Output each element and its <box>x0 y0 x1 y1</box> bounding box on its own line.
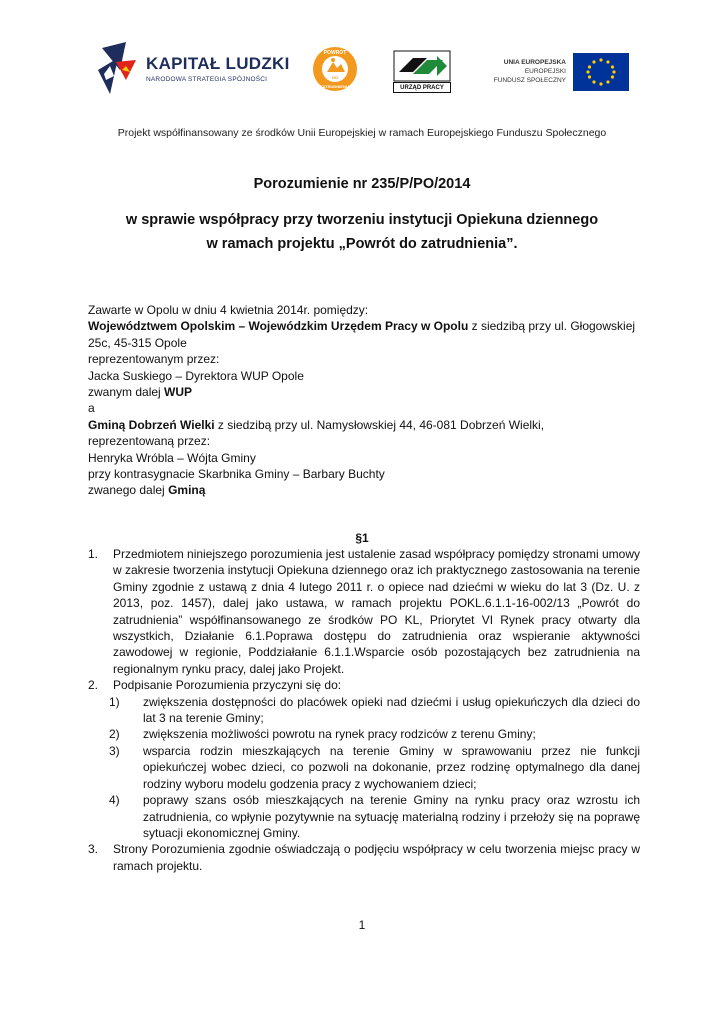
gmina-countersign: przy kontrasygnacie Skarbnika Gminy – Barbary Buchty <box>88 467 385 482</box>
item-number: 1. <box>88 547 99 561</box>
document-subtitle-line-2: w ramach projektu „Powrót do zatrudnienia”. <box>206 236 518 252</box>
gmina-address: z siedzibą przy ul. Namysłowskiej 44, 46-081 Dobrzeń Wielki, <box>214 417 545 432</box>
powrot-do-zatrudnienia-logo <box>312 46 358 92</box>
sub-item-number: 2) <box>109 727 120 742</box>
wup-called-line <box>88 384 640 400</box>
sub-list-item <box>88 726 640 742</box>
gmina-line <box>88 417 640 433</box>
section-1-heading: §1 <box>355 531 369 545</box>
gmina-called-prefix: zwanego dalej <box>88 483 169 498</box>
wup-line <box>88 318 640 334</box>
sub-item-text: poprawy szans osób mieszkających na terenie Gminy na rynku pracy oraz wzrostu ich zatrudnienia, co wpłynie pozytywnie na sytuację materialną rodziny i przełoży się na poprawę sytuacji ekonomicznej Gminy. <box>143 793 640 840</box>
wup-represented-by: reprezentowanym przez: <box>88 352 220 367</box>
powrot-top-text: POWRÓT <box>323 50 347 56</box>
intro-line: Zawarte w Opolu w dniu 4 kwietnia 2014r. pomiędzy: <box>88 303 369 317</box>
header-logos <box>0 40 724 100</box>
wup-called-name: WUP <box>164 385 193 400</box>
item-text: Przedmiotem niniejszego porozumienia jest ustalenie zasad współpracy pomiędzy stronami umowy w zakresie tworzenia instytucji Opiekuna dziennego oraz ich praktycznego zastosowania na terenie Gminy zgodnie z ustawą z dnia 4 lutego 2011 r. o opiece nad dziećmi w wieku do lat 3 (Dz. U. z 2013, poz. 1457), dalej jako ustawa, w ramach projektu POKL.6.1.1-16-002/13 „Powrót do zatrudnienia” współfinansowanego ze środków PO KL, Priorytet VI Rynek pracy otwarty dla wszystkich, Działanie 6.1.Poprawa dostępu do zatrudnienia oraz wspieranie aktywności zawodowej w regionie, Poddziałanie 6.1.1.Wsparcie osób pozostających bez zatrudnienia na regionalnym rynku pracy, dalej jako Projekt. <box>113 547 640 676</box>
sub-item-text: wsparcia rodzin mieszkających na terenie Gminy w sprawowaniu przez nie funkcji opiekuńczej wobec dzieci, co pozwoli na dokonanie, przez rodzinę optymalnego dla danej rodziny wyboru modelu godzenia pracy z wychowaniem dzieci; <box>143 743 640 791</box>
sub-list-item <box>88 792 640 841</box>
kapital-ludzki-logo <box>96 40 296 96</box>
wup-address-1: z siedzibą przy ul. Głogowskiej <box>468 319 636 334</box>
sub-item-number: 4) <box>109 793 120 808</box>
and-line: a <box>88 401 95 416</box>
powrot-do-zatrudnienia-badge-icon <box>312 46 358 92</box>
wup-representative: Jacka Suskiego – Dyrektora WUP Opole <box>88 368 304 383</box>
powrot-mid-text: DO <box>332 75 338 80</box>
sub-item-text: zwiększenia dostępności do placówek opieki nad dziećmi i usług opiekuńczych dla dzieci do lat 3 na terenie Gminy; <box>143 694 640 726</box>
wup-name: Województwem Opolskim – Wojewódzkim Urzędem Pracy w Opolu <box>88 319 469 334</box>
item-number: 3. <box>88 842 99 857</box>
page-number: 1 <box>358 918 366 932</box>
kapital-ludzki-subtitle: NARODOWA STRATEGIA SPÓJNOŚCI <box>146 76 268 83</box>
powrot-bottom-text: ZATRUDNIENIA <box>320 84 350 89</box>
ue-line-1: UNIA EUROPEJSKA <box>503 59 566 66</box>
parties-section <box>88 302 640 499</box>
document-subtitle-line-1: w sprawie współpracy przy tworzeniu instytucji Opiekuna dziennego <box>125 212 599 228</box>
kapital-ludzki-title: KAPITAŁ LUDZKI <box>146 54 290 73</box>
wup-called-prefix: zwanym dalej <box>88 385 165 400</box>
item-text: Strony Porozumienia zgodnie oświadczają o podjęciu współpracy w celu tworzenia miejsc pracy w ramach projektu. <box>113 842 640 873</box>
gmina-represented-by: reprezentowaną przez: <box>88 434 211 449</box>
sub-item-text: zwiększenia możliwości powrotu na rynek pracy rodziców z terenu Gminy; <box>143 727 536 742</box>
gmina-representative: Henryka Wróbla – Wójta Gminy <box>88 450 256 465</box>
sub-list-item <box>88 743 640 792</box>
wup-address-2: 25c, 45-315 Opole <box>88 335 187 350</box>
ue-line-3: FUNDUSZ SPOŁECZNY <box>493 77 566 84</box>
kapital-ludzki-emblem-icon <box>96 40 142 96</box>
item-number: 2. <box>88 678 99 693</box>
document-title: Porozumienie nr 235/P/PO/2014 <box>253 176 471 192</box>
cofinancing-line: Projekt współfinansowany ze środków Unii Europejskiej w ramach Europejskiego Funduszu Społecznego <box>117 127 607 139</box>
gmina-called-name: Gminą <box>168 483 206 498</box>
eu-flag-icon <box>573 53 629 91</box>
urzad-pracy-label: URZĄD PRACY <box>393 82 451 93</box>
ue-line-2: EUROPEJSKI <box>524 68 566 75</box>
urzad-pracy-arrows-icon <box>393 50 451 82</box>
list-item <box>88 677 640 693</box>
gmina-name: Gminą Dobrzeń Wielki <box>88 417 215 432</box>
ue-text-block <box>470 58 566 85</box>
list-item <box>88 841 640 874</box>
list-item <box>88 546 640 677</box>
sub-item-number: 3) <box>109 743 120 758</box>
item-text: Podpisanie Porozumienia przyczyni się do: <box>113 678 342 693</box>
sub-list-item <box>88 694 640 727</box>
sub-item-number: 1) <box>109 694 120 709</box>
gmina-called-line <box>88 482 640 498</box>
urzad-pracy-logo <box>393 50 451 94</box>
section-1-list <box>88 546 640 874</box>
